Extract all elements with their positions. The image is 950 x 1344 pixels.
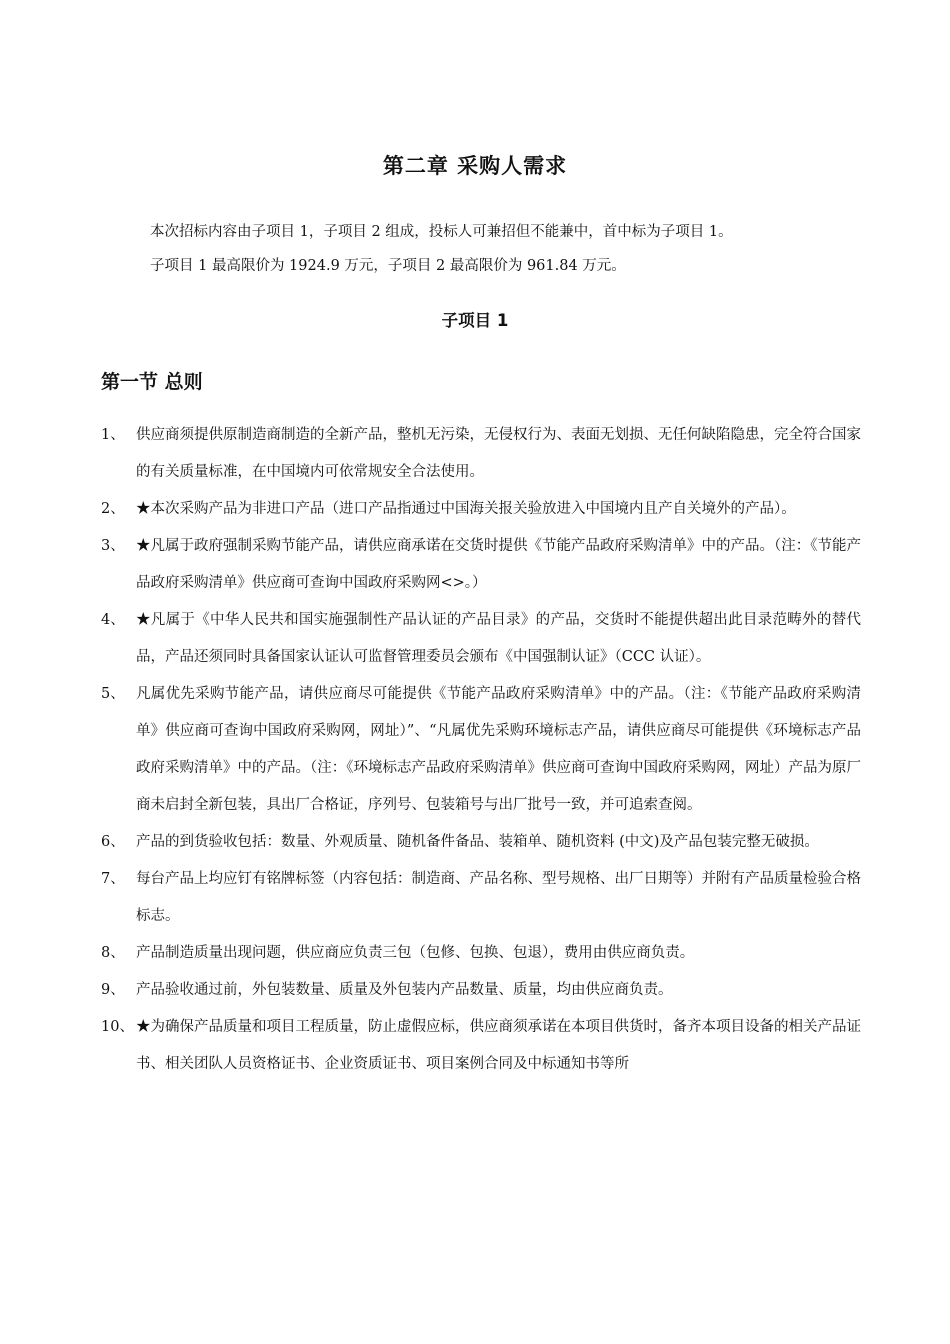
chapter-title: 第二章 采购人需求	[382, 154, 568, 178]
list-item	[101, 824, 861, 861]
list-item-text: ★凡属于《中华人民共和国实施强制性产品认证的产品目录》的产品，交货时不能提供超出此目录范畴外的替代品，产品还须同时具备国家认证认可监督管理委员会颁布《中国强制认证》（CCC 认证）。	[136, 612, 861, 665]
list-item	[101, 491, 861, 528]
list-item	[101, 861, 861, 935]
list-item	[101, 602, 861, 676]
list-item-number: 3、	[101, 538, 125, 554]
list-item-number: 8、	[101, 945, 125, 961]
list-item-number: 2、	[101, 501, 125, 517]
list-item	[101, 1009, 861, 1083]
intro-paragraph-1: 本次招标内容由子项目 1，子项目 2 组成，投标人可兼招但不能兼中，首中标为子项目 1。	[150, 224, 733, 240]
list-item-text: 产品的到货验收包括：数量、外观质量、随机备件备品、装箱单、随机资料 (中文)及产品包装完整无破损。	[136, 834, 819, 850]
list-item-number: 7、	[101, 871, 125, 887]
list-item-number: 6、	[101, 834, 125, 850]
list-item	[101, 972, 861, 1009]
list-item-text: 产品验收通过前，外包装数量、质量及外包装内产品数量、质量，均由供应商负责。	[136, 982, 673, 998]
sub-project-title: 子项目 1	[441, 311, 509, 330]
list-item-text: 每台产品上均应钉有铭牌标签（内容包括：制造商、产品名称、型号规格、出厂日期等）并附有产品质量检验合格标志。	[136, 871, 861, 924]
section-title: 第一节 总则	[101, 371, 203, 393]
list-item-text: 凡属优先采购节能产品，请供应商尽可能提供《节能产品政府采购清单》中的产品。（注：《节能产品政府采购清单》供应商可查询中国政府采购网，网址）”、“凡属优先采购环境标志产品，请供应商尽可能提供《环境标志产品政府采购清单》中的产品。（注：《环境标志产品政府采购清单》供应商可查询中国政府采购网，网址）产品为原厂商未启封全新包装，具出厂合格证，序列号、包装箱号与出厂批号一致，并可追索查阅。	[136, 686, 861, 813]
list-item-number: 5、	[101, 686, 125, 702]
list-item-text: ★凡属于政府强制采购节能产品，请供应商承诺在交货时提供《节能产品政府采购清单》中的产品。（注：《节能产品政府采购清单》供应商可查询中国政府采购网<>。）	[136, 538, 861, 591]
requirements-list	[101, 417, 861, 1083]
list-item-number: 1、	[101, 427, 125, 443]
list-item	[101, 676, 861, 824]
list-item-text: 产品制造质量出现问题，供应商应负责三包（包修、包换、包退），费用由供应商负责。	[136, 945, 695, 961]
list-item	[101, 417, 861, 491]
list-item	[101, 935, 861, 972]
list-item	[101, 528, 861, 602]
intro-paragraph-2: 子项目 1 最高限价为 1924.9 万元，子项目 2 最高限价为 961.84 万元。	[150, 258, 626, 274]
list-item-text: ★本次采购产品为非进口产品（进口产品指通过中国海关报关验放进入中国境内且产自关境外的产品）。	[136, 501, 796, 517]
list-item-number: 10、	[101, 1019, 134, 1035]
list-item-number: 9、	[101, 982, 125, 998]
list-item-text: 供应商须提供原制造商制造的全新产品，整机无污染，无侵权行为、表面无划损、无任何缺陷隐患，完全符合国家的有关质量标准，在中国境内可依常规安全合法使用。	[136, 427, 861, 480]
list-item-number: 4、	[101, 612, 125, 628]
list-item-text: ★为确保产品质量和项目工程质量，防止虚假应标，供应商须承诺在本项目供货时，备齐本项目设备的相关产品证书、相关团队人员资格证书、企业资质证书、项目案例合同及中标通知书等所	[136, 1019, 861, 1072]
